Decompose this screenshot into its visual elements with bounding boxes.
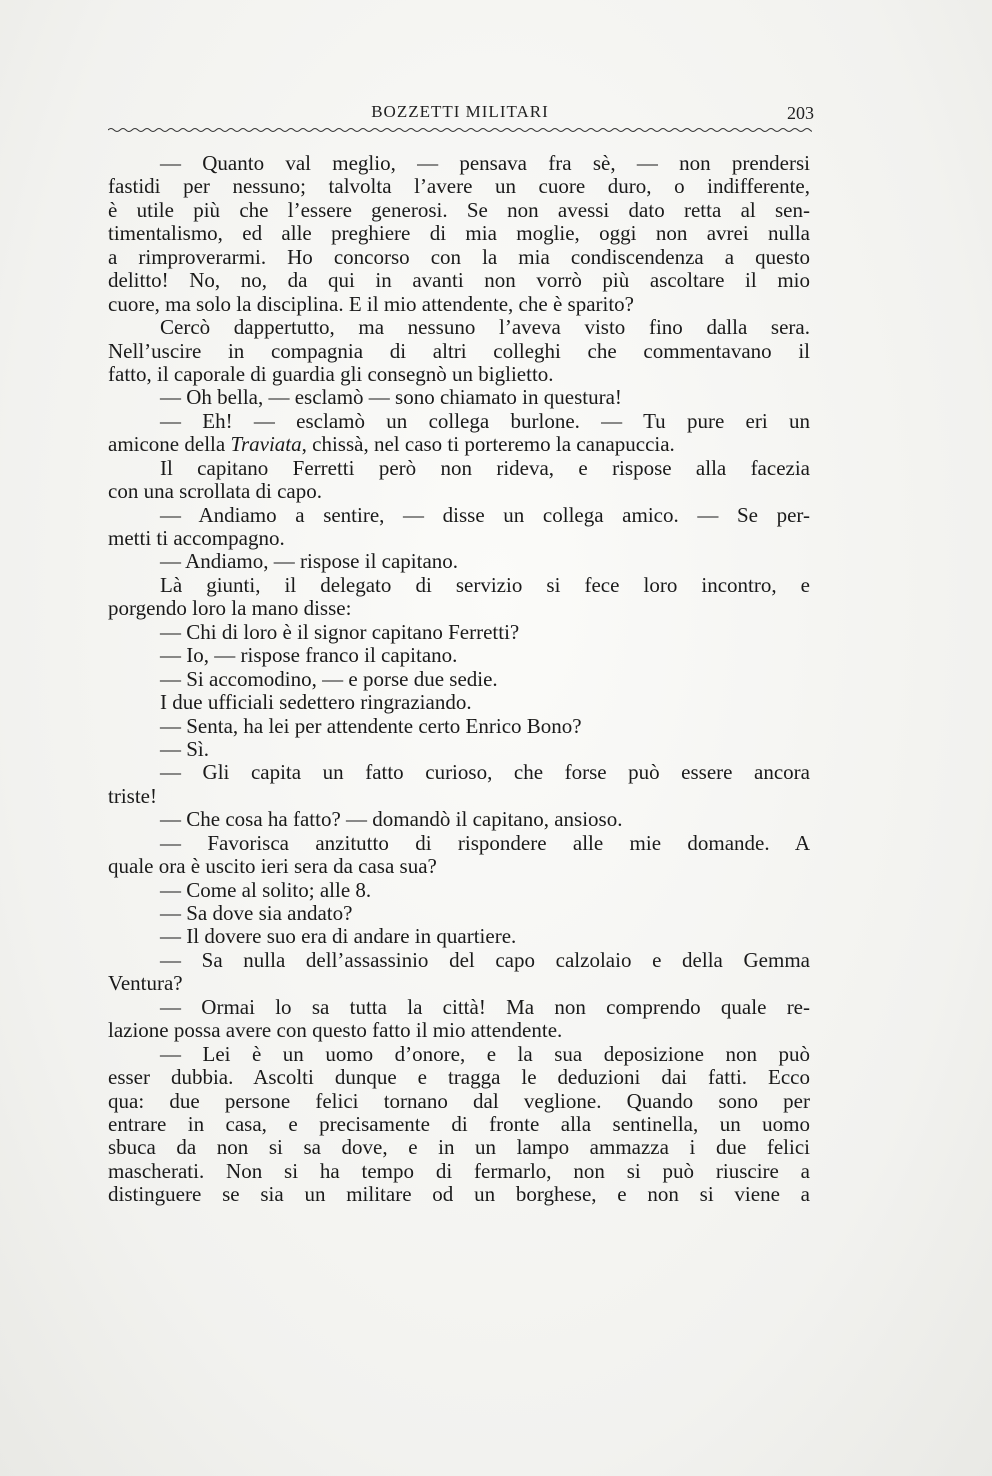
italic-title: Traviata <box>230 432 302 457</box>
text-line: fatto, il caporale di guardia gli consegnò un biglietto. <box>108 361 554 386</box>
text-line: — Si accomodino, — e porse due sedie. <box>160 666 498 691</box>
text-line: Ventura? <box>108 971 183 996</box>
text-line: cuore, ma solo la disciplina. E il mio attendente, che è sparito? <box>108 291 634 316</box>
text-line: amicone della Traviata, chissà, nel caso ti porteremo la canapuccia. <box>108 432 675 457</box>
text-line: esser dubbia. Ascolti dunque e tragga le deduzioni dai fatti. Ecco <box>108 1065 810 1090</box>
text-line: distinguere se sia un militare od un borghese, e non si viene a <box>108 1182 810 1207</box>
page-number: 203 <box>787 103 814 123</box>
text-line: — Ormai lo sa tutta la città! Ma non comprendo quale re- <box>160 994 810 1019</box>
text-line: metti ti accompagno. <box>108 526 285 550</box>
text-line: — Lei è un uomo d’onore, e la sua deposizione non può <box>160 1041 810 1066</box>
text-line: lazione possa avere con questo fatto il mio attendente. <box>108 1018 563 1043</box>
text-line: Cercò dappertutto, ma nessuno l’aveva visto fino dalla sera. <box>160 315 810 340</box>
text-line: Nell’uscire in compagnia di altri colleghi che commentavano il <box>108 338 810 363</box>
text-line: qua: due persone felici tornano dal veglione. Quando sono per <box>108 1088 810 1113</box>
text-line: Là giunti, il delegato di servizio si fece loro incontro, e <box>160 572 810 597</box>
text-line: a rimproverarmi. Ho concorso con la mia condiscendenza a questo <box>108 244 810 269</box>
text-line: — Eh! — esclamò un collega burlone. — Tu pure eri un <box>160 408 810 433</box>
running-title: BOZZETTI MILITARI <box>371 102 549 121</box>
body-text <box>108 152 810 1207</box>
text-line: — Sì. <box>160 736 210 761</box>
text-line: fastidi per nessuno; talvolta l’avere un cuore duro, o indifferente, <box>108 174 810 199</box>
text-line: — Sa dove sia andato? <box>160 901 353 925</box>
text-line: Il capitano Ferretti però non rideva, e rispose alla facezia <box>160 455 810 480</box>
text-line: — Andiamo, — rispose il capitano. <box>160 549 459 574</box>
text-line: I due ufficiali sedettero ringraziando. <box>160 690 472 715</box>
text-line: con una scrollata di capo. <box>108 479 322 504</box>
text-line: triste! <box>108 783 157 808</box>
text-line: — Sa nulla dell’assassinio del capo calzolaio e della Gemma <box>160 947 810 972</box>
text-line: timentalismo, ed alle preghiere di mia moglie, oggi non avrei nulla <box>108 221 810 246</box>
text-line: porgendo loro la mano disse: <box>108 596 352 621</box>
text-line: — Senta, ha lei per attendente certo Enrico Bono? <box>160 713 582 738</box>
text-line: — Che cosa ha fatto? — domandò il capitano, ansioso. <box>160 807 623 832</box>
text-line: — Come al solito; alle 8. <box>160 877 372 902</box>
text-line: entrare in casa, e precisamente di fronte alla sentinella, un uomo <box>108 1111 810 1136</box>
text-line: — Favorisca anzitutto di rispondere alle mie domande. A <box>160 830 810 855</box>
text-line: — Chi di loro è il signor capitano Ferretti? <box>160 619 520 644</box>
text-line: — Oh bella, — esclamò — sono chiamato in questura! <box>160 385 622 410</box>
text-line: mascherati. Non si ha tempo di fermarlo, non si può riuscire a <box>108 1158 810 1183</box>
text-line: — Gli capita un fatto curioso, che forse può essere ancora <box>160 760 810 785</box>
text-line: — Il dovere suo era di andare in quartiere. <box>160 924 517 949</box>
wavy-rule <box>108 126 812 134</box>
text-line: sbuca da non si sa dove, e in un lampo ammazza i due felici <box>108 1135 810 1160</box>
text-line: — Io, — rispose franco il capitano. <box>160 643 458 668</box>
text-line: è utile più che l’essere generosi. Se non avessi dato retta al sen- <box>108 197 810 222</box>
text-line: — Andiamo a sentire, — disse un collega amico. — Se per- <box>160 502 810 527</box>
text-line: — Quanto val meglio, — pensava fra sè, — non prendersi <box>160 151 810 175</box>
running-head <box>108 100 812 130</box>
text-line: delitto! No, no, da qui in avanti non vorrò più ascoltare il mio <box>108 268 810 293</box>
text-line: quale ora è uscito ieri sera da casa sua? <box>108 854 437 879</box>
